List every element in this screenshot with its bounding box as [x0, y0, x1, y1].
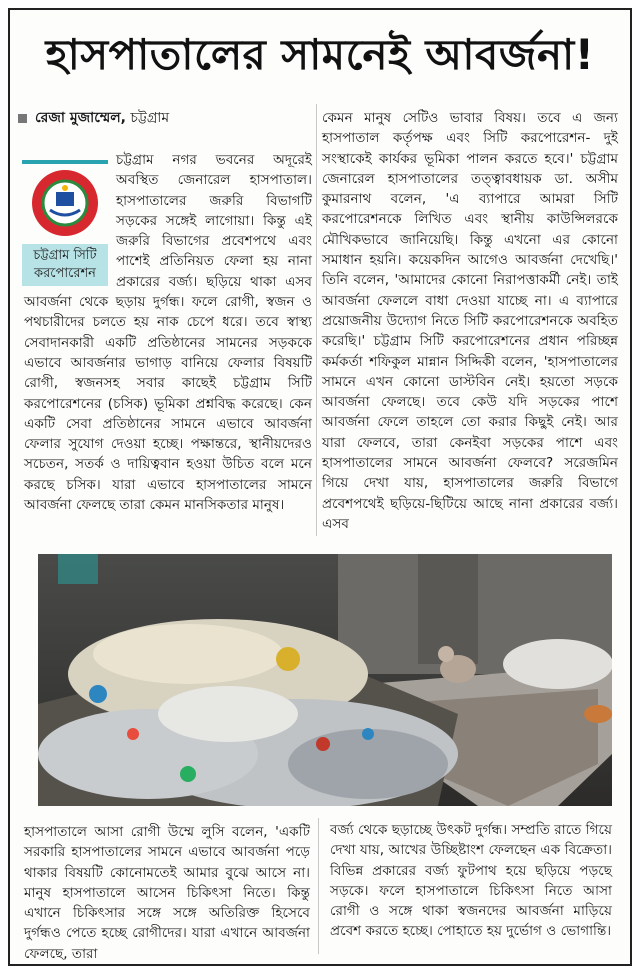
byline-place: চট্টগ্রাম	[125, 110, 170, 126]
byline-author: রেজা মুজাম্মেল,	[35, 110, 126, 126]
article-text-col2: কেমন মানুষ সেটিও ভাবার বিষয়। তবে এ জন্য হাসপাতাল কর্তৃপক্ষ এবং সিটি করপোরেশন- দুই সংস্থাকেই কার্যকর ভূমিকা পালন করতে হবে।' চট্টগ্রাম জেনারেল হাসপাতালের তত্ত্বাবধায়ক ডা. অসীম কুমারনাথ বলেন, 'এ ব্যাপারে আমরা সিটি করপোরেশনকে লিখিত এবং স্থানীয় কাউন্সিলরকে মৌখিকভাবে জানিয়েছি। কিন্তু এখনো এর কোনো সমাধান হয়নি। কয়েকদিন আগেও আবর্জনা দেখেছি।' তিনি বলেন, 'আমাদের কোনো নিরাপত্তাকর্মী নেই। তাই আবর্জনা ফেললে বাধা দেওয়া যাচ্ছে না। এ ব্যাপারে প্রয়োজনীয় উদ্যোগ নিতে সিটি করপোরেশনকে অবহিত করেছি।' চট্টগ্রাম সিটি করপোরেশনের প্রধান পরিচ্ছন্ন কর্মকর্তা শফিকুল মান্নান সিদ্দিকী বলেন, 'হাসপাতালের সামনে এখন কোনো ডাস্টবিন নেই। হয়তো সড়কে আবর্জনা ফেলছে। তবে কেউ যদি সড়কের পাশে আবর্জনা ফেলে তাহলে তো করার কিছুই নেই। আর যারা ফেলবে, তারা কেনইবা সড়কের পাশে এবং হাসপাতালের সামনে আবর্জনা ফেলবে? সরেজমিন গিয়ে দেখা যায়, হাসপাতালের জরুরি বিভাগে প্রবেশপথেই ছড়িয়ে-ছিটিয়ে আছে নানা প্রকারের বর্জ্য। এসব	[322, 110, 618, 532]
article-text-col1: চট্টগ্রাম নগর ভবনের অদূরেই অবস্থিত জেনারেল হাসপাতাল। হাসপাতালের জরুরি বিভাগটি সড়কের সঙ্গেই লাগোয়া। কিন্তু এই জরুরি বিভাগের প্রবেশপথে এবং পাশেই প্রতিনিয়ত ফেলা হয় নানা প্রকারের বর্জ্য। ছড়িয়ে থাকা এসব আবর্জনা থেকে ছড়ায় দুর্গন্ধ। ফলে রোগী, স্বজন ও পথচারীদের চলতে হয় নাক চেপে ধরে। তবে স্বাস্থ্য সেবাদানকারী একটি প্রতিষ্ঠানের সামনের সড়ককে এভাবে আবর্জনার ভাগাড় বানিয়ে ফেলার বিষয়টি রোগী, স্বজনসহ সবার কাছেই চট্টগ্রাম সিটি করপোরেশনের (চসিক) ভূমিকা প্রশ্নবিদ্ধ করেছে। কেন একটি সেবা প্রতিষ্ঠানের সামনে এভাবে আবর্জনা ফেলার সুযোগ দেওয়া হচ্ছে। পক্ষান্তরে, স্থানীয়দেরও সচেতন, সতর্ক ও দায়িত্ববান হওয়া উচিত বলে মনে করছে চসিক। যারা এভাবে হাসপাতালের সামনে আবর্জনা ফেলছে তারা কেমন মানসিকতার মানুষ।	[24, 152, 312, 514]
headline: হাসপাতালের সামনেই আবর্জনা!	[45, 30, 595, 79]
article-column-1	[24, 150, 312, 515]
column-divider-bottom	[318, 818, 319, 954]
column-divider	[316, 104, 317, 536]
byline-square-icon	[18, 114, 27, 123]
article-column-2	[322, 108, 618, 534]
article-column-4	[330, 820, 612, 942]
article-text-col4: বর্জ্য থেকে ছড়াচ্ছে উৎকট দুর্গন্ধ। সম্প্রতি রাতে গিয়ে দেখা যায়, আখের উচ্ছিষ্টাংশ ফেলছেন এক বিক্রেতা। বিভিন্ন প্রকারের বর্জ্য ফুটপাথ হয়ে ছড়িয়ে পড়ছে সড়কে। ফলে হাসপাতালে চিকিৎসা নিতে আসা রোগী ও সঙ্গে থাকা স্বজনদের আবর্জনা মাড়িয়ে প্রবেশ করতে হচ্ছে। পোহাতে হয় দুর্ভোগ ও ভোগান্তি।	[330, 822, 612, 940]
article-column-3	[24, 822, 310, 964]
article-text-col3: হাসপাতালে আসা রোগী উম্মে লুসি বলেন, 'একটি সরকারি হাসপাতালের সামনে এভাবে আবর্জনা পড়ে থাকার বিষয়টি কোনোমতেই আমার বুঝে আসে না। মানুষ হাসপাতালে আসেন চিকিৎসা নিতে। কিন্তু এখানে চিকিৎসার সঙ্গে সঙ্গে অতিরিক্ত হিসেবে দুর্গন্ধও পেতে হচ্ছে রোগীদের। যারা এখানে আবর্জনা ফেলছে, তারা	[24, 824, 310, 962]
garbage-pile-photo	[38, 554, 612, 806]
logo-caption: চট্টগ্রাম সিটি করপোরেশন	[22, 244, 108, 286]
byline	[18, 106, 169, 130]
